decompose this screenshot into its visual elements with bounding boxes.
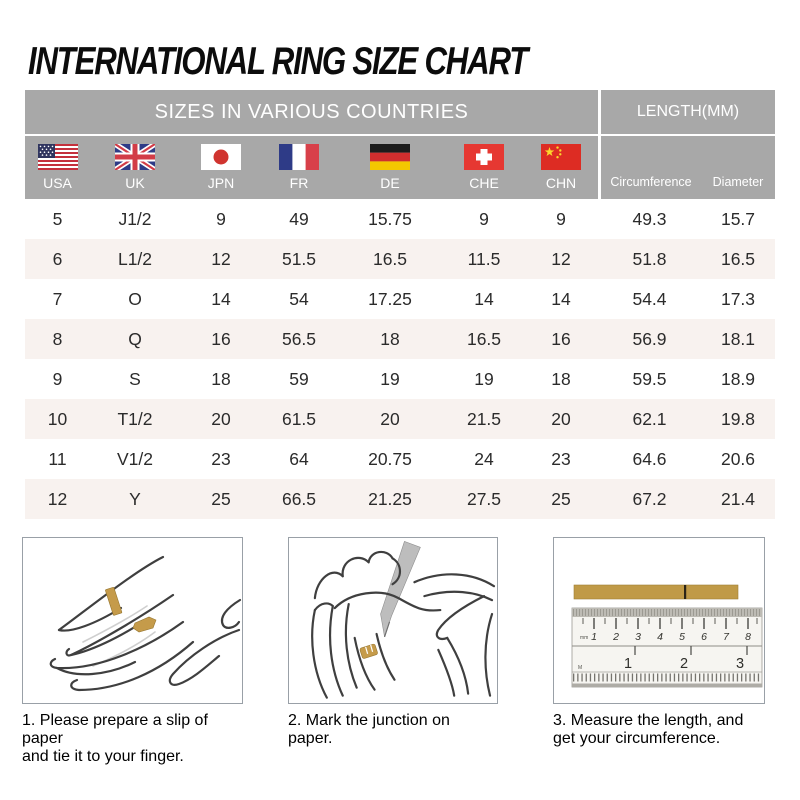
country-code: JPN [207,175,235,191]
table-cell: 56.9 [632,328,667,349]
table-cell: 5 [52,208,63,229]
country-columns [25,136,598,199]
ruler-inch-label: M [578,665,583,671]
table-cell: 64.6 [632,448,667,469]
page-title: INTERNATIONAL RING SIZE CHART [28,40,528,83]
table-cell: S [129,368,141,389]
table-cell: 25 [211,488,231,509]
ruler-inch-number: 2 [679,656,689,672]
table-cell: 12 [47,488,68,509]
ruler-cm-number: 3 [635,631,641,643]
table-row [25,319,775,359]
caption-line: get your circumference. [553,730,721,747]
table-cell: 9 [216,208,226,229]
table-row [25,239,775,279]
table-cell: 54.4 [632,288,667,309]
table-cell: 14 [474,288,494,309]
table-cell: 56.5 [281,328,317,349]
ruler-cm-number: 1 [591,631,597,643]
table-cell: Q [128,328,142,349]
table-cell: 12 [551,248,571,269]
table-cell: 11 [48,448,67,469]
table-cell: 9 [52,368,63,389]
table-cell: 18 [211,368,231,389]
step3-illustration-box [553,537,765,704]
column-header-usa [25,136,90,199]
caption-line: and tie it to your finger. [22,748,184,765]
table-cell: 49 [289,208,309,229]
france-flag-icon [279,144,319,170]
table-cell: 23 [211,448,231,469]
table-row [25,359,775,399]
table-cell: 19 [380,368,400,389]
table-cell: 14 [211,288,231,309]
hand-with-paper-strip-illustration [23,538,242,703]
ruler-cm-number: 6 [701,631,707,643]
table-cell: 7 [52,288,63,309]
table-cell: 17.25 [368,288,412,309]
table-cell: 16.5 [372,248,408,269]
table-row [25,439,775,479]
country-code: UK [125,175,145,191]
table-cell: 18 [380,328,400,349]
table-cell: 21.25 [368,488,412,509]
step-2 [288,537,498,748]
table-cell: 15.75 [368,208,412,229]
table-cell: T1/2 [117,408,153,429]
table-cell: 15.7 [720,208,756,229]
table-cell: 9 [556,208,566,229]
table-cell: 20 [551,408,571,429]
ruler-inch-number: 1 [623,656,633,672]
table-cell: J1/2 [118,208,152,229]
ruler-cm-number: 2 [613,631,619,643]
table-cell: 62.1 [632,408,667,429]
column-header-circumference: Circumference [610,175,692,189]
table-cell: 67.2 [632,488,667,509]
table-cell: 20.6 [720,448,756,469]
table-cell: 14 [551,288,571,309]
table-cell: 12 [211,248,231,269]
column-header-chn [524,136,598,199]
table-cell: 10 [47,408,68,429]
table-cell: 59.5 [632,368,667,389]
country-code: FR [289,175,309,191]
step-1 [22,537,243,766]
table-row [25,199,775,239]
step2-illustration-box [288,537,498,704]
column-header-uk [90,136,180,199]
table-cell: 6 [52,248,63,269]
column-header-de [336,136,444,199]
table-cell: 21.4 [720,488,756,509]
table-cell: V1/2 [117,448,153,469]
table-cell: 17.3 [720,288,756,309]
country-code: DE [380,175,400,191]
table-cell: 23 [551,448,571,469]
table-cell: 54 [289,288,309,309]
ruler-measurement-illustration [554,538,764,703]
country-code: CHN [545,175,577,191]
china-flag-icon [541,144,581,170]
table-cell: 20 [380,408,400,429]
ruler [572,608,762,687]
table-cell: 19 [474,368,494,389]
table-cell: 24 [474,448,494,469]
step1-illustration-box [22,537,243,704]
caption-line: 2. Mark the junction on paper. [288,712,450,747]
table-cell: 9 [479,208,489,229]
usa-flag-icon [38,144,78,170]
ruler-inch-number: 3 [735,656,745,672]
table-cell: Y [129,488,141,509]
ring-size-table [25,90,775,519]
table-cell: 51.8 [632,248,667,269]
ruler-mm-label: mm [580,635,589,641]
table-cell: 11.5 [467,248,501,269]
table-cell: 16 [211,328,231,349]
table-cell: L1/2 [117,248,153,269]
column-header-diameter: Diameter [712,175,764,189]
ruler-cm-number: 7 [723,631,729,643]
uk-flag-icon [115,144,155,170]
switzerland-flag-icon [464,144,504,170]
table-cell: 51.5 [281,248,317,269]
japan-flag-icon [201,144,241,170]
table-country-header-row [25,136,775,199]
table-cell: 49.3 [632,208,667,229]
table-cell: 8 [52,328,63,349]
group-header-length: LENGTH(MM) [601,90,775,134]
mark-junction-illustration [289,538,497,703]
table-row [25,479,775,519]
table-cell: 16.5 [466,328,502,349]
caption-line: 1. Please prepare a slip of paper [22,712,208,747]
table-cell: 27.5 [466,488,502,509]
ruler-cm-number: 4 [657,631,663,643]
table-group-header-row [25,90,775,134]
table-cell: 61.5 [281,408,317,429]
group-header-sizes: SIZES IN VARIOUS COUNTRIES [25,90,598,134]
table-cell: 20.75 [368,448,412,469]
length-columns [601,136,775,199]
column-header-che [444,136,524,199]
table-cell: 21.5 [466,408,502,429]
table-cell: 20 [211,408,231,429]
table-body [25,199,775,519]
table-cell: 64 [289,448,309,469]
caption-line: 3. Measure the length, and [553,712,744,729]
country-code: CHE [469,175,499,191]
column-header-jpn [180,136,262,199]
table-cell: 18.1 [720,328,756,349]
paper-strip [574,585,738,599]
table-row [25,399,775,439]
table-cell: 16 [551,328,571,349]
ruler-cm-number: 8 [745,631,751,643]
table-cell: 25 [551,488,571,509]
column-header-fr [262,136,336,199]
germany-flag-icon [370,144,410,170]
country-code: USA [43,175,72,191]
table-cell: 66.5 [281,488,317,509]
table-cell: 59 [289,368,309,389]
table-row [25,279,775,319]
table-cell: 16.5 [720,248,756,269]
table-cell: O [128,288,142,309]
table-cell: 18.9 [720,368,756,389]
ruler-cm-number: 5 [679,631,685,643]
table-cell: 19.8 [720,408,756,429]
step-3 [553,537,765,748]
table-cell: 18 [551,368,571,389]
